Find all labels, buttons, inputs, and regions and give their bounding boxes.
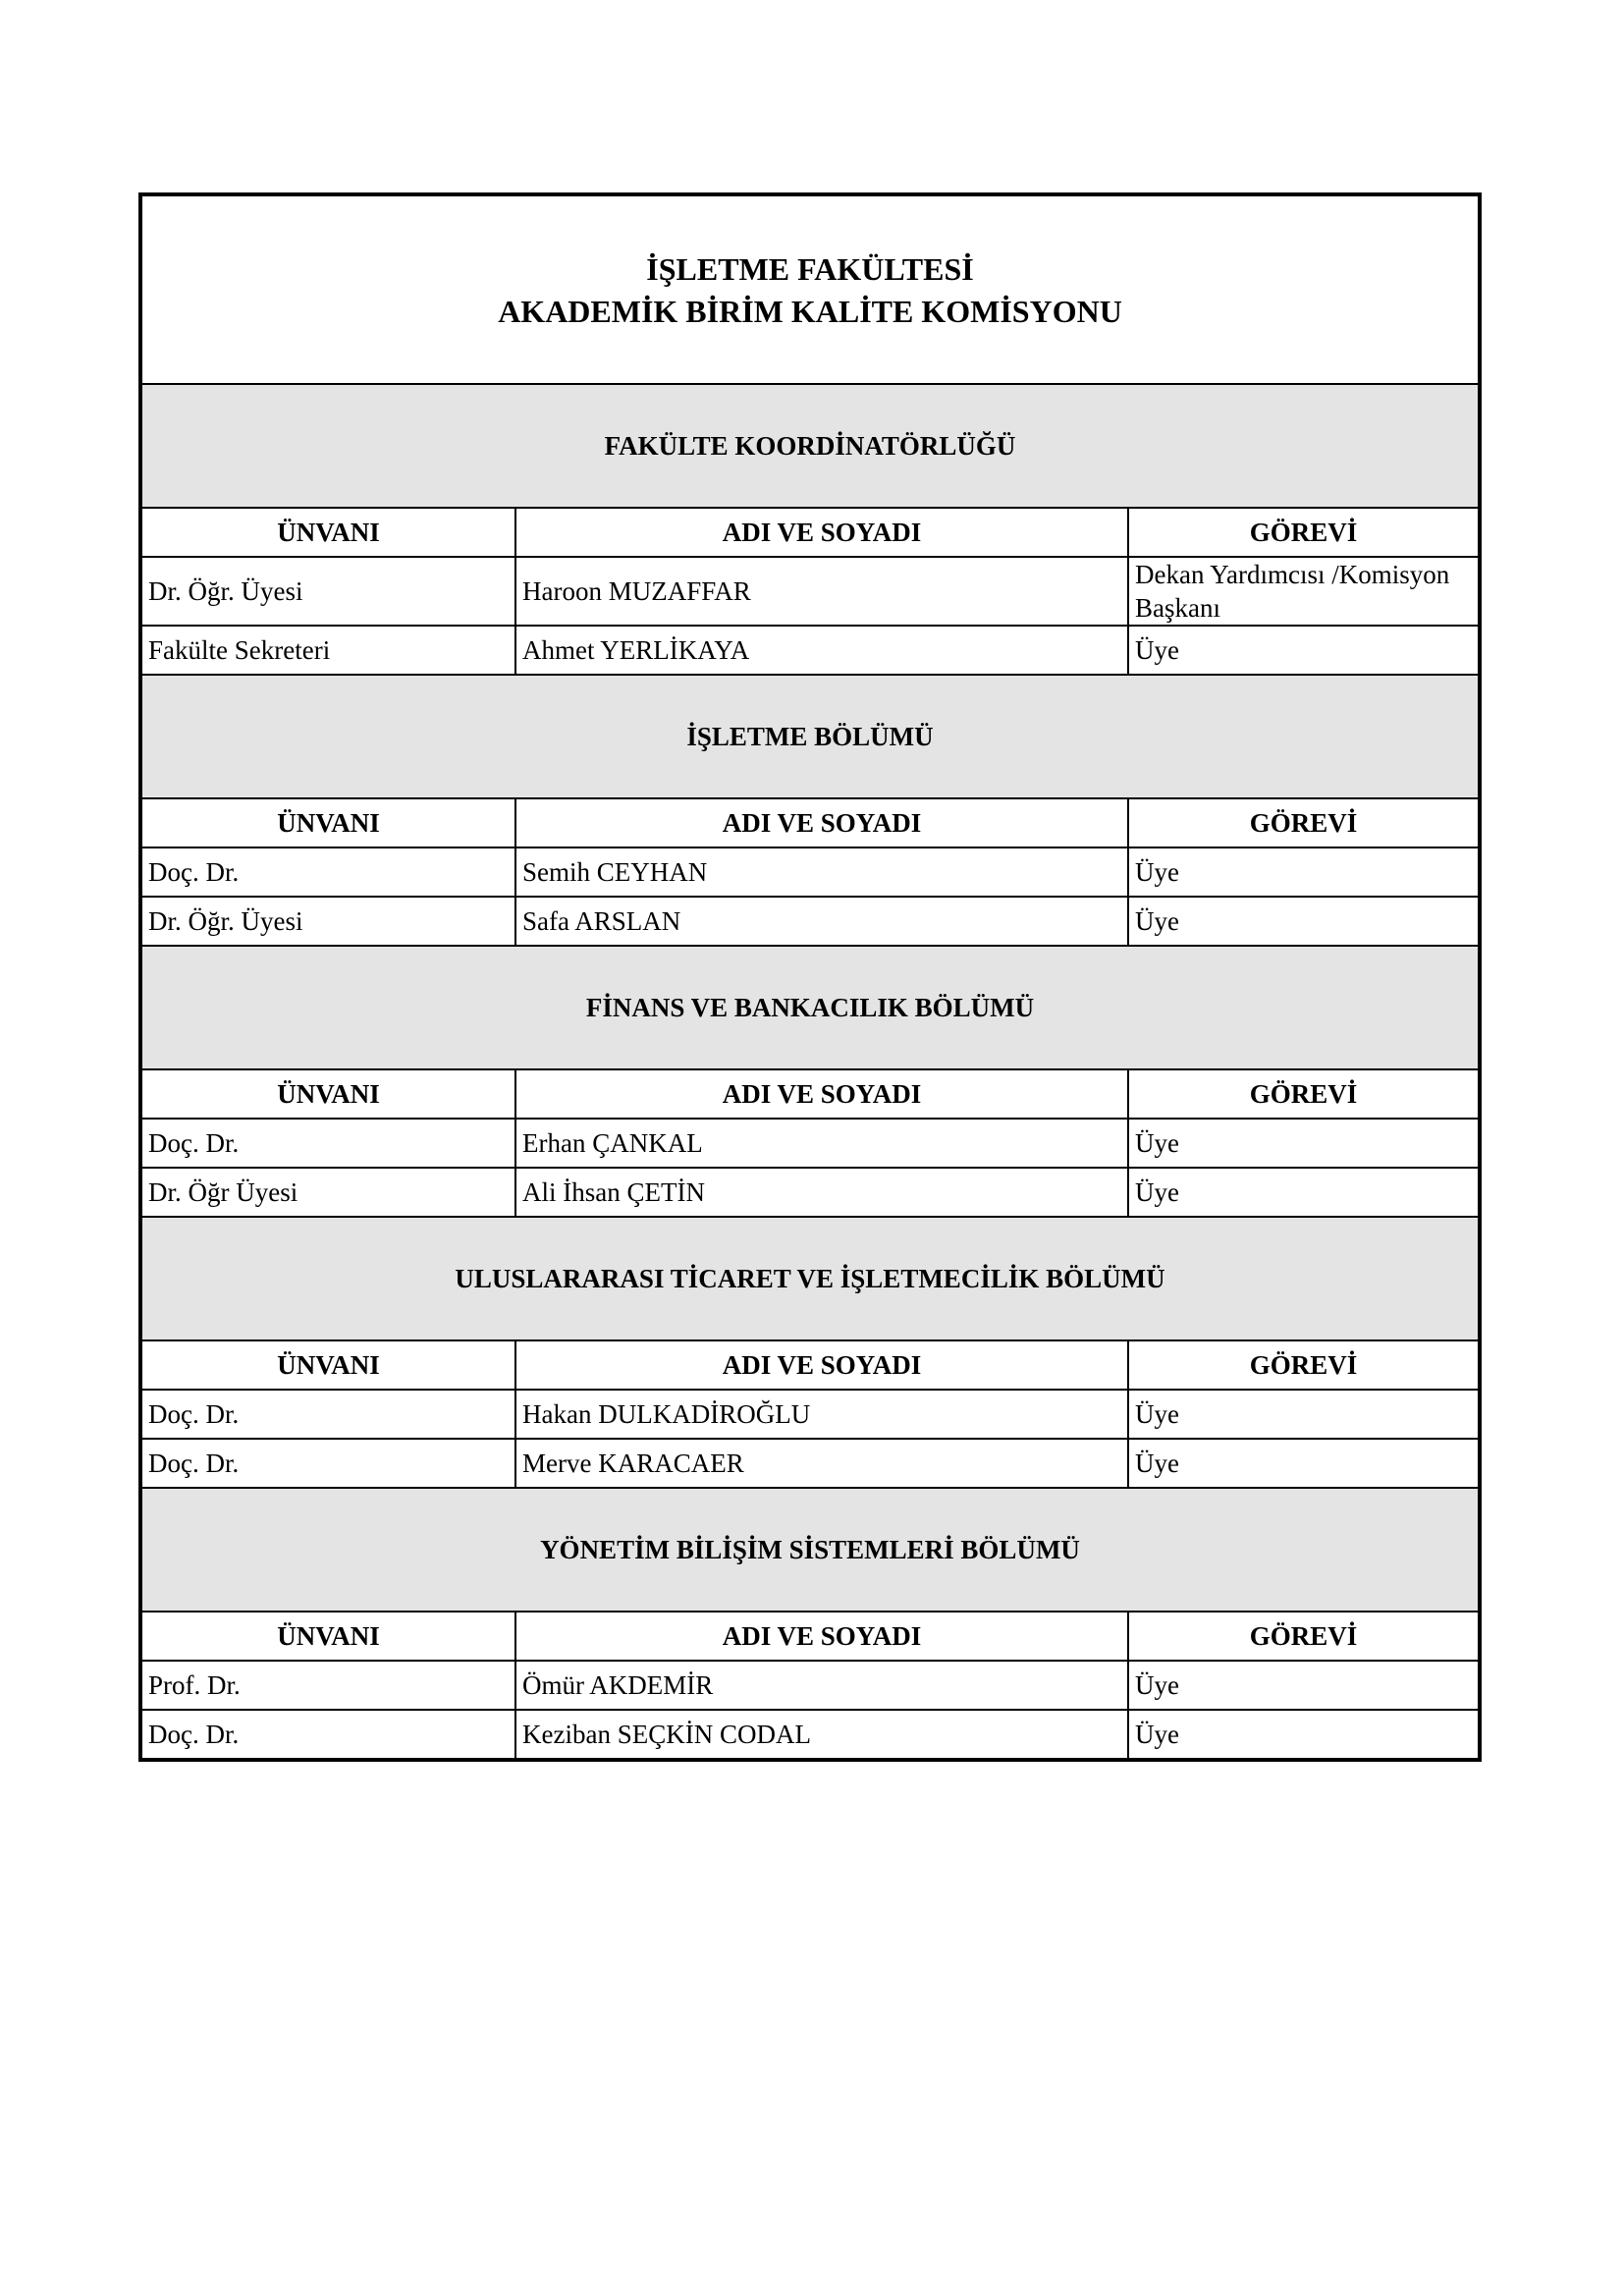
column-header-title: ÜNVANI <box>140 798 515 847</box>
section-heading: ULUSLARARASI TİCARET VE İŞLETMECİLİK BÖLÜMÜ <box>140 1217 1480 1340</box>
member-role: Üye <box>1128 1390 1480 1439</box>
member-name: Ömür AKDEMİR <box>515 1661 1128 1710</box>
member-row <box>140 1119 1480 1168</box>
column-header-row <box>140 508 1480 557</box>
member-name: Ahmet YERLİKAYA <box>515 626 1128 675</box>
member-role: Üye <box>1128 897 1480 946</box>
column-header-title: ÜNVANI <box>140 1069 515 1119</box>
member-row <box>140 1710 1480 1760</box>
member-title: Doç. Dr. <box>140 1119 515 1168</box>
commission-table <box>138 192 1482 1762</box>
member-role: Üye <box>1128 1710 1480 1760</box>
member-role: Üye <box>1128 847 1480 897</box>
column-header-name: ADI VE SOYADI <box>515 798 1128 847</box>
title-row <box>140 194 1480 384</box>
column-header-row <box>140 1612 1480 1661</box>
member-title: Doç. Dr. <box>140 1390 515 1439</box>
member-role: Dekan Yardımcısı /Komisyon Başkanı <box>1128 557 1480 626</box>
member-row <box>140 557 1480 626</box>
column-header-role: GÖREVİ <box>1128 508 1480 557</box>
column-header-row <box>140 1340 1480 1390</box>
member-row <box>140 1661 1480 1710</box>
member-title: Doç. Dr. <box>140 1710 515 1760</box>
member-title: Dr. Öğr. Üyesi <box>140 897 515 946</box>
column-header-role: GÖREVİ <box>1128 1069 1480 1119</box>
member-row <box>140 1439 1480 1488</box>
column-header-title: ÜNVANI <box>140 1340 515 1390</box>
member-title: Prof. Dr. <box>140 1661 515 1710</box>
member-role: Üye <box>1128 1661 1480 1710</box>
member-name: Haroon MUZAFFAR <box>515 557 1128 626</box>
column-header-role: GÖREVİ <box>1128 1612 1480 1661</box>
member-name: Hakan DULKADİROĞLU <box>515 1390 1128 1439</box>
column-header-name: ADI VE SOYADI <box>515 1340 1128 1390</box>
member-name: Merve KARACAER <box>515 1439 1128 1488</box>
column-header-name: ADI VE SOYADI <box>515 1612 1128 1661</box>
faculty-title: İŞLETME FAKÜLTESİ <box>646 251 974 287</box>
member-title: Doç. Dr. <box>140 847 515 897</box>
document-title <box>140 194 1480 384</box>
member-name: Semih CEYHAN <box>515 847 1128 897</box>
column-header-row <box>140 798 1480 847</box>
column-header-role: GÖREVİ <box>1128 798 1480 847</box>
section-heading-row <box>140 946 1480 1069</box>
member-title: Doç. Dr. <box>140 1439 515 1488</box>
member-role: Üye <box>1128 626 1480 675</box>
column-header-name: ADI VE SOYADI <box>515 1069 1128 1119</box>
column-header-role: GÖREVİ <box>1128 1340 1480 1390</box>
section-heading: FAKÜLTE KOORDİNATÖRLÜĞÜ <box>140 384 1480 508</box>
commission-title: AKADEMİK BİRİM KALİTE KOMİSYONU <box>498 294 1122 329</box>
commission-table-body <box>140 194 1480 1760</box>
column-header-title: ÜNVANI <box>140 1612 515 1661</box>
member-name: Safa ARSLAN <box>515 897 1128 946</box>
section-heading-row <box>140 1217 1480 1340</box>
column-header-name: ADI VE SOYADI <box>515 508 1128 557</box>
member-role: Üye <box>1128 1119 1480 1168</box>
member-row <box>140 897 1480 946</box>
member-row <box>140 626 1480 675</box>
member-role: Üye <box>1128 1168 1480 1217</box>
section-heading-row <box>140 1488 1480 1612</box>
member-role: Üye <box>1128 1439 1480 1488</box>
column-header-row <box>140 1069 1480 1119</box>
section-heading: YÖNETİM BİLİŞİM SİSTEMLERİ BÖLÜMÜ <box>140 1488 1480 1612</box>
member-title: Dr. Öğr Üyesi <box>140 1168 515 1217</box>
section-heading-row <box>140 384 1480 508</box>
member-row <box>140 1168 1480 1217</box>
member-row <box>140 1390 1480 1439</box>
member-title: Fakülte Sekreteri <box>140 626 515 675</box>
member-name: Erhan ÇANKAL <box>515 1119 1128 1168</box>
member-name: Keziban SEÇKİN CODAL <box>515 1710 1128 1760</box>
member-title: Dr. Öğr. Üyesi <box>140 557 515 626</box>
member-name: Ali İhsan ÇETİN <box>515 1168 1128 1217</box>
section-heading: FİNANS VE BANKACILIK BÖLÜMÜ <box>140 946 1480 1069</box>
section-heading-row <box>140 675 1480 798</box>
section-heading: İŞLETME BÖLÜMÜ <box>140 675 1480 798</box>
member-row <box>140 847 1480 897</box>
column-header-title: ÜNVANI <box>140 508 515 557</box>
